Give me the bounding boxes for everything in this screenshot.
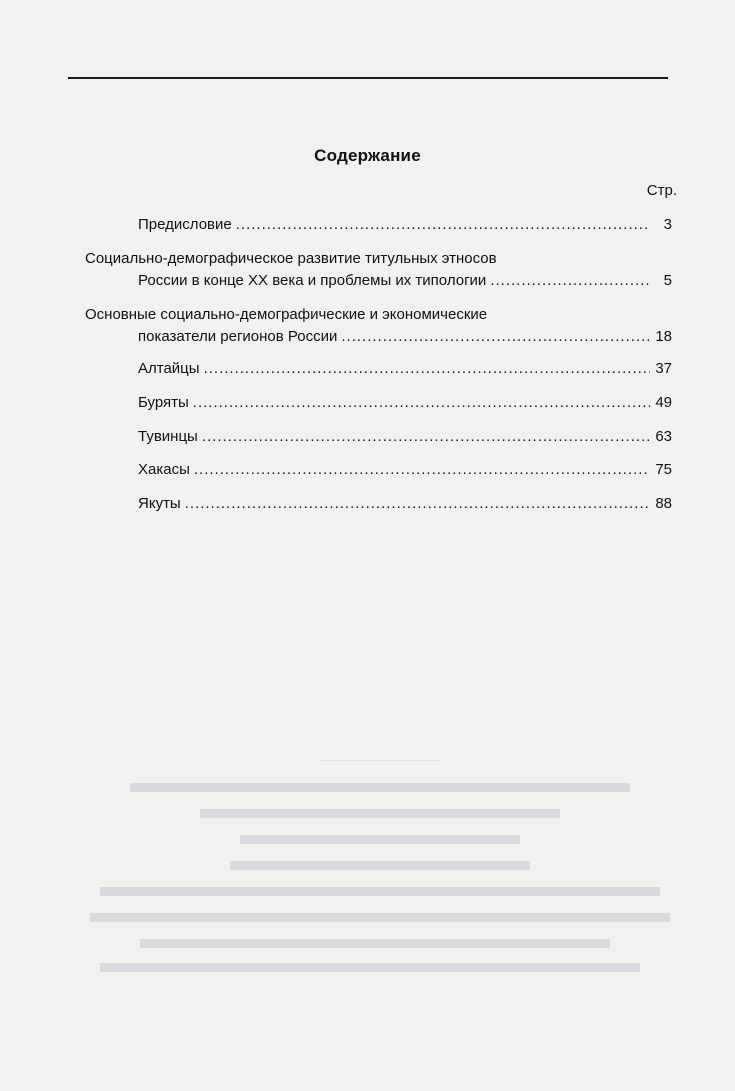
toc-entry-altai — [138, 360, 672, 378]
toc-entry-title: Предисловие — [138, 216, 232, 233]
toc-leader — [202, 428, 650, 446]
toc-leader — [490, 272, 650, 290]
toc-page-number: 75 — [655, 461, 672, 478]
toc-entry-tuvan — [138, 428, 672, 446]
toc-leader — [341, 328, 650, 346]
toc-entry-title-line2: России в конце XX века и проблемы их типологии — [138, 272, 487, 289]
toc-entry-title: Якуты — [138, 495, 181, 512]
toc-entry-title-line2: показатели регионов России — [138, 328, 338, 345]
toc-entry-title-line1: Основные социально-демографические и экономические — [85, 306, 488, 323]
toc-leader — [193, 394, 650, 412]
toc-page-number: 49 — [655, 394, 672, 411]
page-column-label: Стр. — [646, 182, 677, 199]
toc-entry-title-line1: Социально-демографическое развитие титульных этносов — [85, 250, 497, 267]
show-through-rule — [320, 760, 440, 761]
toc-page-number: 3 — [663, 216, 672, 233]
toc-leader — [185, 495, 650, 513]
toc-entry-development — [138, 272, 672, 290]
toc-page-number: 37 — [655, 360, 672, 377]
toc-entry-khakas — [138, 461, 672, 479]
toc-entry-title: Хакасы — [138, 461, 190, 478]
toc-leader — [194, 461, 650, 479]
top-rule — [68, 77, 668, 79]
toc-page-number: 88 — [655, 495, 672, 512]
toc-entry-title: Тувинцы — [138, 428, 198, 445]
toc-entry-buryat — [138, 394, 672, 412]
toc-entry-yakut — [138, 495, 672, 513]
toc-entry-title: Буряты — [138, 394, 189, 411]
toc-entry-preface — [138, 216, 672, 234]
toc-page-number: 63 — [655, 428, 672, 445]
toc-leader — [204, 360, 650, 378]
toc-entry-indicators — [138, 328, 672, 346]
toc-page-number: 18 — [655, 328, 672, 345]
toc-page-number: 5 — [663, 272, 672, 289]
show-through-texture — [90, 775, 670, 975]
toc-entry-title: Алтайцы — [138, 360, 200, 377]
contents-heading: Содержание — [314, 146, 421, 165]
toc-leader — [236, 216, 650, 234]
